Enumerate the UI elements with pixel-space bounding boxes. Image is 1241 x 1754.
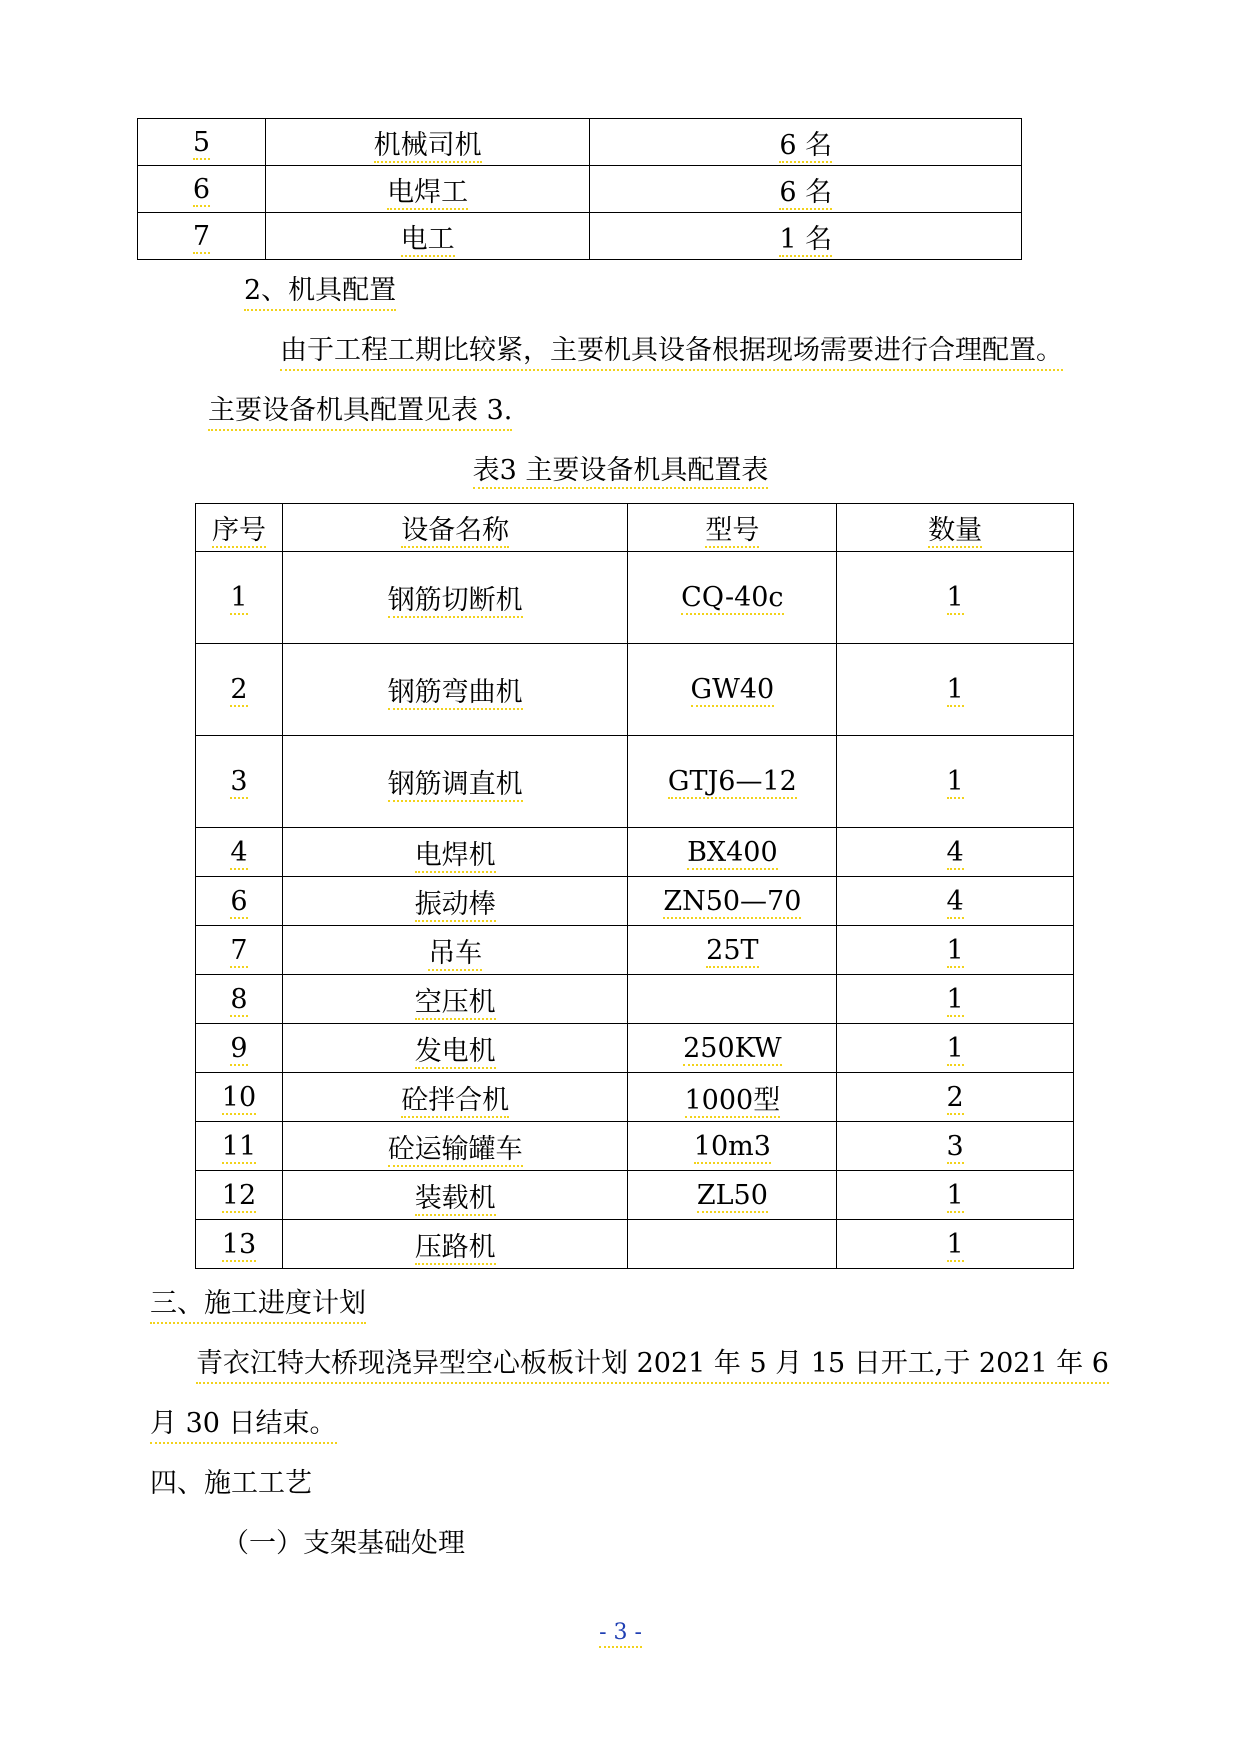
equipment-model: ZL50	[628, 1171, 837, 1220]
header-model: 型号	[628, 504, 837, 552]
equipment-quantity: 1	[837, 552, 1074, 644]
equipment-quantity: 1	[837, 1024, 1074, 1073]
paragraph-line: 主要设备机具配置见表 3.	[208, 394, 512, 431]
table-row	[196, 1024, 1074, 1073]
equipment-model: BX400	[628, 828, 837, 877]
header-number: 序号	[196, 504, 283, 552]
table-row	[196, 1122, 1074, 1171]
section-heading: 2、机具配置	[244, 274, 396, 311]
equipment-name: 砼运输罐车	[282, 1122, 628, 1171]
header-quantity: 数量	[837, 504, 1074, 552]
equipment-model: GW40	[628, 644, 837, 736]
staff-count: 1 名	[590, 213, 1022, 260]
table-row	[196, 736, 1074, 828]
equipment-quantity: 1	[837, 1220, 1074, 1269]
equipment-name: 压路机	[282, 1220, 628, 1269]
equipment-name: 吊车	[282, 926, 628, 975]
section-heading: 四、施工工艺	[150, 1468, 312, 1499]
table-row	[196, 877, 1074, 926]
table-row	[196, 828, 1074, 877]
row-number: 11	[196, 1122, 283, 1171]
paragraph-line: 月 30 日结束。	[150, 1407, 337, 1444]
row-number: 2	[196, 644, 283, 736]
row-number: 6	[138, 166, 266, 213]
equipment-model: 250KW	[628, 1024, 837, 1073]
row-number: 9	[196, 1024, 283, 1073]
equipment-quantity: 4	[837, 828, 1074, 877]
equipment-name: 装载机	[282, 1171, 628, 1220]
equipment-name: 振动棒	[282, 877, 628, 926]
header-name: 设备名称	[282, 504, 628, 552]
table-row	[196, 644, 1074, 736]
equipment-quantity: 4	[837, 877, 1074, 926]
equipment-name: 发电机	[282, 1024, 628, 1073]
equipment-model: 25T	[628, 926, 837, 975]
section-heading: 三、施工进度计划	[150, 1287, 366, 1324]
equipment-model: GTJ6—12	[628, 736, 837, 828]
table-header-row	[196, 504, 1074, 552]
row-number: 4	[196, 828, 283, 877]
table-row	[196, 1073, 1074, 1122]
row-number: 12	[196, 1171, 283, 1220]
equipment-model: 1000型	[628, 1073, 837, 1122]
equipment-name: 空压机	[282, 975, 628, 1024]
equipment-name: 电焊机	[282, 828, 628, 877]
equipment-model: ZN50—70	[628, 877, 837, 926]
table-row	[138, 213, 1022, 260]
table-row	[196, 1171, 1074, 1220]
table-row	[196, 552, 1074, 644]
equipment-quantity: 1	[837, 736, 1074, 828]
table-row	[196, 1220, 1074, 1269]
table-row	[196, 975, 1074, 1024]
page-number: - 3 -	[0, 1620, 1241, 1645]
equipment-name: 砼拌合机	[282, 1073, 628, 1122]
subsection-heading: （一）支架基础处理	[222, 1528, 465, 1559]
equipment-quantity: 1	[837, 926, 1074, 975]
row-number: 7	[196, 926, 283, 975]
equipment-quantity: 3	[837, 1122, 1074, 1171]
equipment-model: CQ-40c	[628, 552, 837, 644]
table-row	[196, 926, 1074, 975]
row-number: 7	[138, 213, 266, 260]
job-name: 机械司机	[265, 119, 590, 166]
equipment-name: 钢筋弯曲机	[282, 644, 628, 736]
paragraph-line: 青衣江特大桥现浇异型空心板板计划 2021 年 5 月 15 日开工,于 2021 年 6	[196, 1347, 1109, 1384]
equipment-name: 钢筋调直机	[282, 736, 628, 828]
job-name: 电焊工	[265, 166, 590, 213]
equipment-name: 钢筋切断机	[282, 552, 628, 644]
staff-count: 6 名	[590, 119, 1022, 166]
table-row	[138, 119, 1022, 166]
equipment-quantity: 2	[837, 1073, 1074, 1122]
job-name: 电工	[265, 213, 590, 260]
table-row	[138, 166, 1022, 213]
row-number: 1	[196, 552, 283, 644]
staff-count: 6 名	[590, 166, 1022, 213]
equipment-table	[195, 503, 1074, 1269]
row-number: 3	[196, 736, 283, 828]
row-number: 5	[138, 119, 266, 166]
row-number: 8	[196, 975, 283, 1024]
staff-table	[137, 118, 1022, 260]
equipment-quantity: 1	[837, 644, 1074, 736]
equipment-quantity: 1	[837, 1171, 1074, 1220]
equipment-quantity: 1	[837, 975, 1074, 1024]
table-caption: 表3 主要设备机具配置表	[0, 454, 1241, 488]
equipment-model	[628, 1220, 837, 1269]
row-number: 10	[196, 1073, 283, 1122]
row-number: 6	[196, 877, 283, 926]
equipment-model: 10m3	[628, 1122, 837, 1171]
paragraph-line: 由于工程工期比较紧，主要机具设备根据现场需要进行合理配置。	[280, 334, 1063, 371]
row-number: 13	[196, 1220, 283, 1269]
equipment-model	[628, 975, 837, 1024]
